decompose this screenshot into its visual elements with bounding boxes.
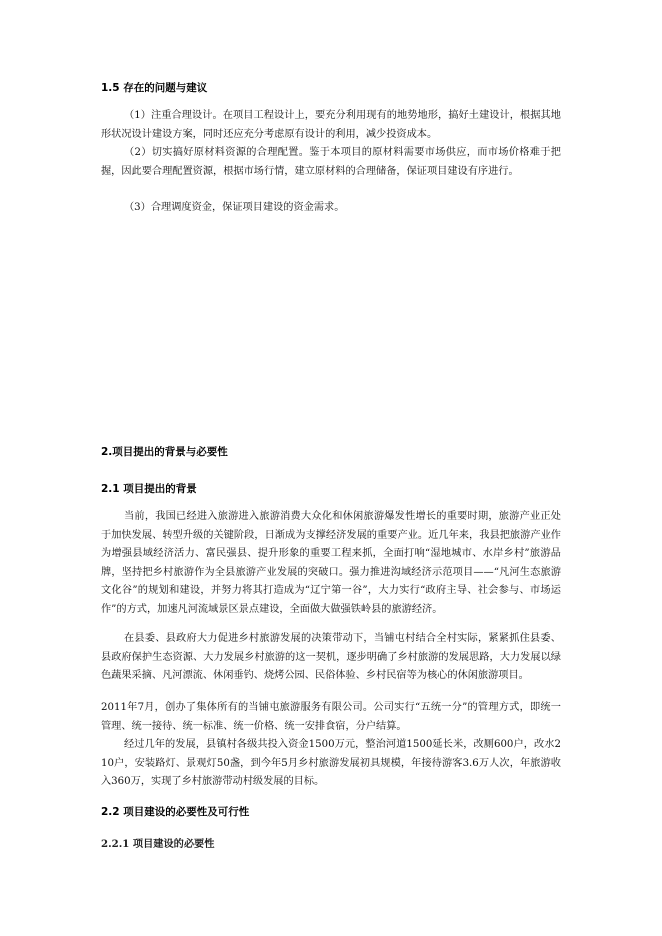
paragraph-background-1: 当前，我国已经进入旅游进入旅游消费大众化和休闲旅游爆发性增长的重要时期，旅游产业正处于加快发展、转型升级的关键阶段，日渐成为支撑经济发展的重要产业。近几年来，我县把旅游产业作为增强县域经济活力、富民强县、提升形象的重要工程来抓，全面打响“湿地城市、水岸乡村”旅游品牌，坚持把乡村旅游作为全县旅游产业发展的突破口。强力推进沟域经济示范项目——“凡河生态旅游文化谷”的规划和建设，并努力将其打造成为“辽宁第一谷”，大力实行“政府主导、社会参与、市场运作”的方式，加速凡河流域景区景点建设，全面做大做强铁岭县的旅游经济。	[101, 511, 561, 615]
section-heading-2: 2.项目提出的背景与必要性	[101, 446, 228, 458]
paragraph-background-4: 经过几年的发展，县镇村各级共投入资金1500万元，整治河道1500延长米，改厕600户，改水210户，安装路灯、景观灯50盏，到今年5月乡村旅游发展初具规模，年接待游客3.6万人次，年旅游收入360万，实现了乡村旅游带动村级发展的目标。	[101, 739, 561, 787]
section-heading-2-1: 2.1 项目提出的背景	[101, 483, 197, 495]
paragraph-background-3: 2011年7月，创办了集体所有的当铺屯旅游服务有限公司。公司实行“五统一分”的管理方式，即统一管理、统一接待、统一标准、统一价格、统一安排食宿，分户结算。	[101, 702, 561, 732]
section-heading-2-2-1: 2.2.1 项目建设的必要性	[101, 838, 215, 850]
section-heading-2-2: 2.2 项目建设的必要性及可行性	[101, 806, 250, 818]
paragraph-background-2: 在县委、县政府大力促进乡村旅游发展的决策带动下，当铺屯村结合全村实际，紧紧抓住县委、县政府保护生态资源、大力发展乡村旅游的这一契机，逐步明确了乡村旅游的发展思路，大力发展以绿色蔬果采摘、凡河漂流、休闲垂钓、烧烤公园、民俗体验、乡村民宿等为核心的休闲旅游项目。	[101, 633, 561, 681]
paragraph-suggestion-3: （3）合理调度资金，保证项目建设的资金需求。	[124, 202, 345, 213]
paragraph-suggestion-1: （1）注重合理设计。在项目工程设计上，要充分利用现有的地势地形，搞好土建设计，根据其地形状况设计建设方案，同时还应充分考虑原有设计的利用，减少投资成本。	[101, 110, 561, 140]
paragraph-suggestion-2: （2）切实搞好原材料资源的合理配置。鉴于本项目的原材料需要市场供应，而市场价格难于把握，因此要合理配置资源，根据市场行情，建立原材料的合理储备，保证项目建设有序进行。	[101, 147, 561, 177]
section-heading-1-5: 1.5 存在的问题与建议	[101, 82, 208, 94]
